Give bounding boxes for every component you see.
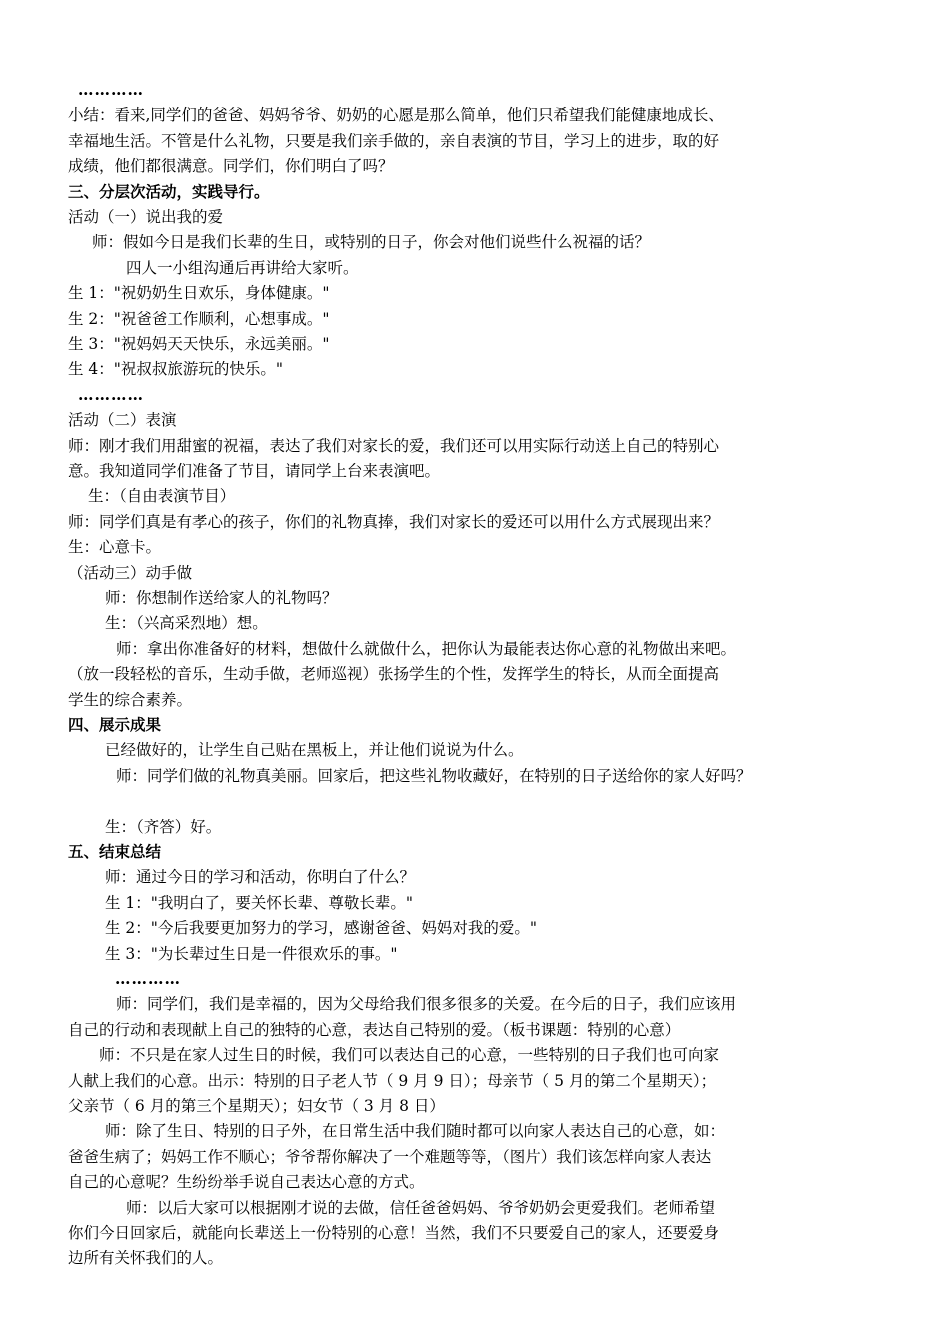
ellipsis-line: ………… — [115, 969, 181, 988]
text-line: 爸爸生病了；妈妈工作不顺心；爷爷帮你解决了一个难题等等，（图片）我们该怎样向家人表达 — [68, 1147, 712, 1166]
text-line: 生：（兴高采烈地）想。 — [105, 614, 268, 633]
text-line: 师：拿出你准备好的材料，想做什么就做什么，把你认为最能表达你心意的礼物做出来吧。 — [116, 639, 737, 658]
text-line: 师：你想制作送给家人的礼物吗？ — [105, 589, 338, 607]
section-heading: 四、展示成果 — [68, 715, 162, 734]
ellipsis-line: ………… — [78, 80, 144, 99]
text-line: 生 3："祝妈妈天天快乐，永远美丽。" — [68, 335, 330, 353]
text-line: 小结：看来,同学们的爸爸、妈妈爷爷、奶奶的心愿是那么简单，他们只希望我们能健康地成长、 — [68, 106, 724, 125]
text-line: 父亲节（ 6 月的第三个星期天）；妇女节（ 3 月 8 日） — [68, 1097, 445, 1115]
text-line: 活动（二）表演 — [68, 411, 177, 430]
text-line: 师：以后大家可以根据刚才说的去做，信任爸爸妈妈、爷爷奶奶会更爱我们。老师希望 — [126, 1198, 716, 1217]
text-line: 你们今日回家后，就能向长辈送上一份特别的心意！当然，我们不只要爱自己的家人，还要爱身 — [68, 1224, 720, 1242]
text-line: 生 3："为长辈过生日是一件很欢乐的事。" — [105, 944, 398, 963]
text-line: 生：心意卡。 — [68, 538, 162, 557]
text-line: 学生的综合素养。 — [68, 690, 193, 709]
text-line: 四人一小组沟通后再讲给大家听。 — [126, 258, 359, 277]
text-line: 边所有关怀我们的人。 — [68, 1249, 224, 1268]
text-line: 已经做好的，让学生自己贴在黑板上，并让他们说说为什么。 — [105, 741, 524, 760]
text-line: 师：同学们真是有孝心的孩子，你们的礼物真捧，我们对家长的爱还可以用什么方式展现出来？ — [68, 512, 720, 531]
text-line: 人献上我们的心意。出示：特别的日子老人节（ 9 月 9 日）；母亲节（ 5 月的第二个星期天）； — [68, 1071, 717, 1090]
text-line: 生：（齐答）好。 — [105, 817, 222, 836]
text-line: 师：同学们，我们是幸福的，因为父母给我们很多很多的关爱。在今后的日子，我们应该用 — [116, 995, 737, 1014]
text-line: 师：假如今日是我们长辈的生日，或特别的日子，你会对他们说些什么祝福的话？ — [92, 233, 651, 252]
text-line: 自己的心意呢？生纷纷举手说自己表达心意的方式。 — [68, 1173, 425, 1192]
text-line: 生 2："祝爸爸工作顺利，心想事成。" — [68, 309, 330, 328]
text-line: 生 1："我明白了，要关怀长辈、尊敬长辈。" — [105, 893, 414, 912]
text-line: 师：不只是在家人过生日的时候，我们可以表达自己的心意，一些特别的日子我们也可向家 — [99, 1046, 720, 1065]
text-line: 师：除了生日、特别的日子外，在日常生活中我们随时都可以向家人表达自己的心意，如： — [105, 1122, 726, 1141]
text-line: 师：刚才我们用甜蜜的祝福，表达了我们对家长的爱，我们还可以用实际行动送上自己的特别心 — [68, 436, 720, 455]
text-line: 意。我知道同学们准备了节目，请同学上台来表演吧。 — [68, 462, 441, 480]
text-line: 成绩，他们都很满意。同学们，你们明白了吗？ — [68, 157, 394, 176]
text-line: 生 2："今后我要更加努力的学习，感谢爸爸、妈妈对我的爱。" — [105, 919, 538, 938]
text-line: 幸福地生活。不管是什么礼物，只要是我们亲手做的，亲自表演的节目，学习上的进步，取的好 — [68, 131, 720, 150]
text-line: 自己的行动和表现献上自己的独特的心意，表达自己特别的爱。（板书课题：特别的心意） — [68, 1020, 681, 1039]
text-line: 生 1："祝奶奶生日欢乐，身体健康。" — [68, 284, 330, 303]
text-line: （放一段轻松的音乐，生动手做，老师巡视）张扬学生的个性，发挥学生的特长，从而全面提高 — [68, 665, 720, 684]
text-line: 生：（自由表演节目） — [88, 487, 236, 506]
text-line: 生 4："祝叔叔旅游玩的快乐。" — [68, 360, 284, 379]
text-line: 师：同学们做的礼物真美丽。回家后，把这些礼物收藏好，在特别的日子送给你的家人好吗？ — [116, 766, 752, 785]
section-heading: 五、结束总结 — [68, 842, 162, 861]
text-line: 师：通过今日的学习和活动，你明白了什么？ — [105, 868, 416, 887]
section-heading: 三、分层次活动，实践导行。 — [68, 181, 270, 201]
ellipsis-line: ………… — [78, 384, 144, 404]
text-line: 活动（一）说出我的爱 — [68, 208, 224, 226]
text-line: （活动三）动手做 — [68, 563, 193, 582]
